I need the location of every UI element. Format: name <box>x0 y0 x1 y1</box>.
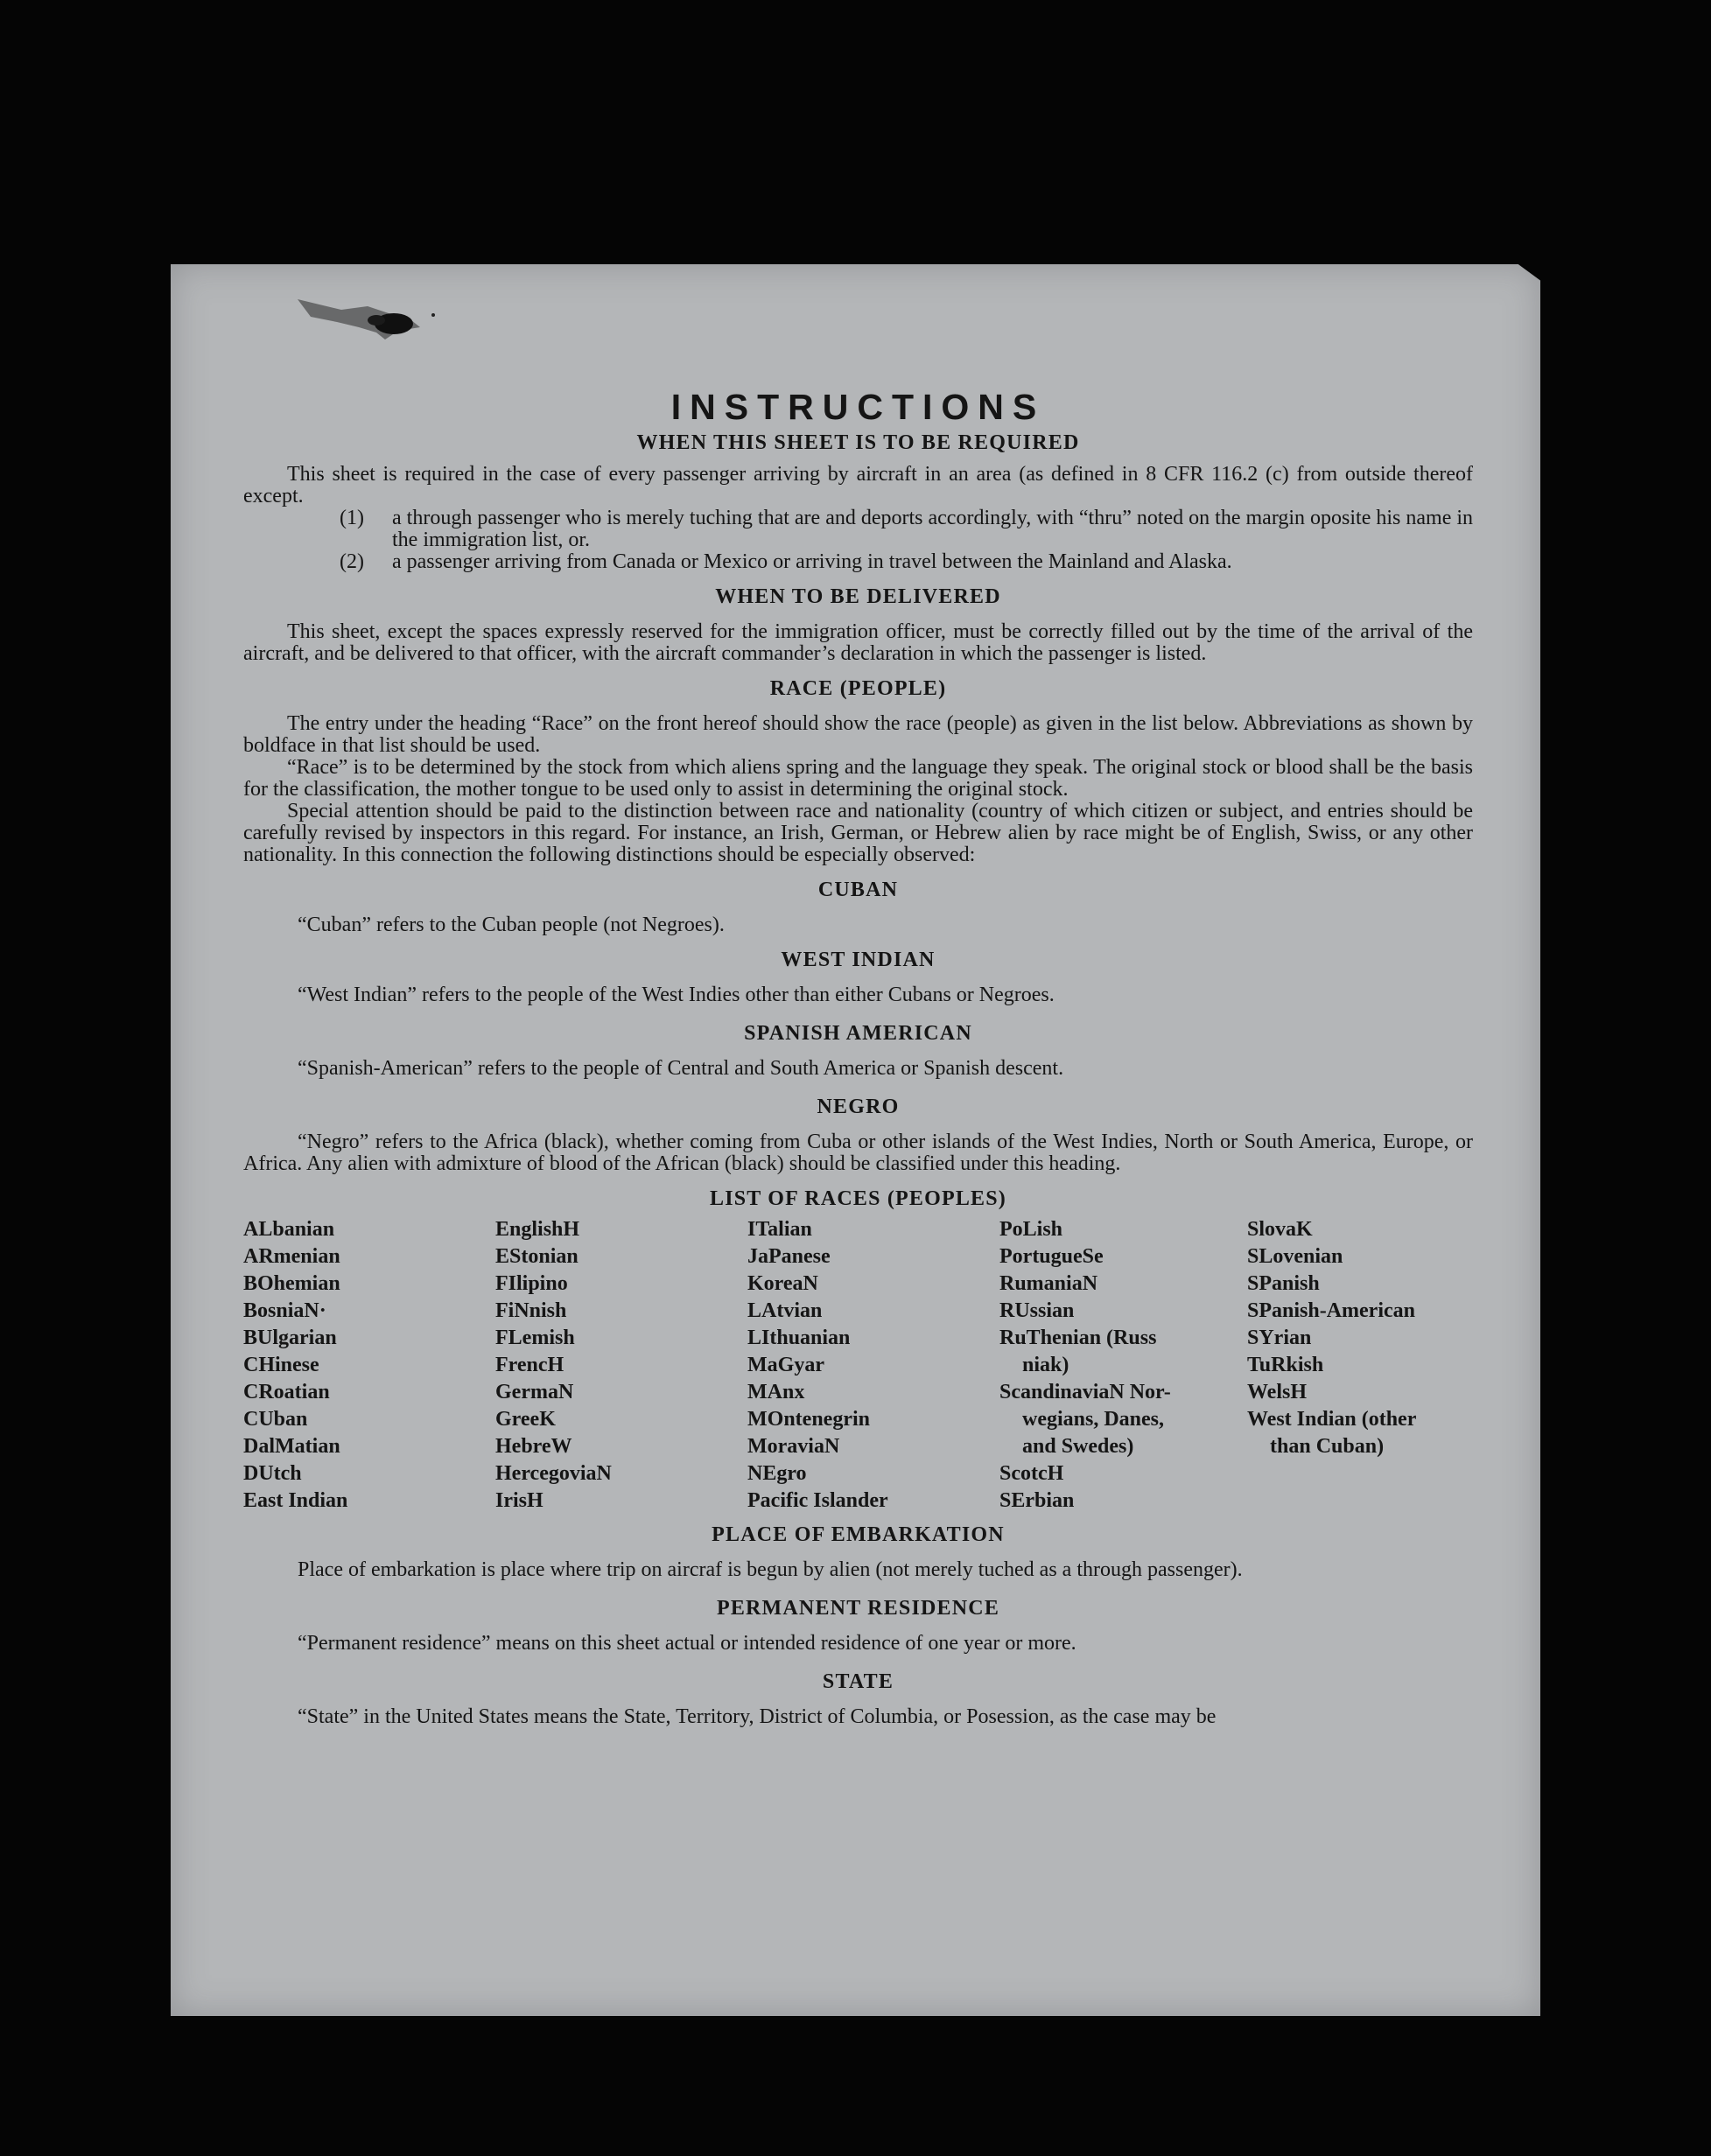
heading-race: RACE (PEOPLE) <box>769 677 947 700</box>
exception-text: a passenger arriving from Canada or Mexico or arriving in travel between the Mainland and Alaska. <box>392 550 1232 573</box>
embarkation-text: Place of embarkation is place where trip on aircraf is begun by alien (not merely tuched as a through passenger). <box>298 1558 1243 1581</box>
race-paragraph-1: The entry under the heading “Race” on the front hereof should show the race (people) as given in the list below. Abbreviations as shown by boldface in that list should be used. <box>243 712 1473 757</box>
race-column-2 <box>495 1216 747 1515</box>
race-entry-continued: and Swedes) <box>1022 1435 1134 1458</box>
race-entry: RumaniaN <box>999 1272 1098 1295</box>
instructions-content <box>243 387 1473 1728</box>
race-entry: MAnx <box>747 1381 805 1404</box>
race-entry: TuRkish <box>1247 1354 1324 1376</box>
race-entry: SlovaK <box>1247 1218 1313 1241</box>
race-paragraph-3: Special attention should be paid to the distinction between race and nationality (country of which citizen or subject, and entries should be carefully revised by inspectors in this regard. For instance, an Irish, German, or Hebrew alien by race might be of English, Swiss, or any other nationality. In this connection the following distinctions should be especially observed: <box>243 800 1473 866</box>
heading-spanish-american: SPANISH AMERICAN <box>744 1022 972 1045</box>
race-entry: West Indian (other <box>1247 1408 1417 1431</box>
race-entry: SYrian <box>1247 1326 1312 1349</box>
race-entry: GermaN <box>495 1381 574 1404</box>
race-entry: East Indian <box>243 1489 348 1512</box>
race-entry: BUlgarian <box>243 1326 337 1349</box>
race-entry: NEgro <box>747 1462 807 1485</box>
race-entry: ITalian <box>747 1218 812 1241</box>
race-entry: ALbanian <box>243 1218 335 1241</box>
race-entry: BOhemian <box>243 1272 340 1295</box>
heading-list-of-races: LIST OF RACES (PEOPLES) <box>709 1187 1006 1210</box>
race-entry: CRoatian <box>243 1381 330 1404</box>
heading-embarkation: PLACE OF EMBARKATION <box>712 1523 1005 1546</box>
race-entry: LIthuanian <box>747 1326 851 1349</box>
race-entry: JaPanese <box>747 1245 831 1268</box>
race-entry: ScotcH <box>999 1462 1064 1485</box>
race-entry: Pacific Islander <box>747 1489 888 1512</box>
race-entry-continued: wegians, Danes, <box>1022 1408 1165 1431</box>
race-entry: PortugueSe <box>999 1245 1104 1268</box>
exception-item-2 <box>243 551 1473 573</box>
cuban-text: “Cuban” refers to the Cuban people (not Negroes). <box>298 914 725 936</box>
race-column-4 <box>999 1216 1247 1515</box>
race-entry: DalMatian <box>243 1435 340 1458</box>
race-entry: IrisH <box>495 1489 543 1512</box>
race-column-5 <box>1247 1216 1473 1515</box>
page-title: INSTRUCTIONS <box>670 387 1046 427</box>
heading-permanent-residence: PERMANENT RESIDENCE <box>716 1597 1000 1620</box>
exception-number: (2) <box>340 550 364 573</box>
race-entry: MOntenegrin <box>747 1408 870 1431</box>
heading-cuban: CUBAN <box>817 878 899 901</box>
heading-state: STATE <box>822 1670 894 1693</box>
negro-text: “Negro” refers to the Africa (black), whether coming from Cuba or other islands of the West Indies, North or South America, Europe, or Africa. Any alien with admixture of blood of the African (black) should be classified under this heading. <box>243 1130 1473 1175</box>
race-entry: WelsH <box>1247 1381 1308 1404</box>
race-list <box>243 1216 1473 1515</box>
ink-blot-mark <box>289 282 446 343</box>
race-column-1 <box>243 1216 495 1515</box>
permanent-residence-text: “Permanent residence” means on this sheet actual or intended residence of one year or more. <box>298 1632 1076 1655</box>
heading-when-delivered: WHEN TO BE DELIVERED <box>715 585 1001 608</box>
race-entry: RuThenian (Russ <box>999 1326 1157 1349</box>
exception-text: a through passenger who is merely tuching that are and deports accordingly, with “thru” noted on the margin oposite his name in the immigration list, or. <box>392 507 1474 551</box>
race-entry: RUssian <box>999 1299 1075 1322</box>
race-entry: FIlipino <box>495 1272 568 1295</box>
race-entry: KoreaN <box>747 1272 818 1295</box>
race-entry: HebreW <box>495 1435 572 1458</box>
race-entry: MoraviaN <box>747 1435 840 1458</box>
race-entry: SLovenian <box>1247 1245 1343 1268</box>
folded-corner <box>1516 262 1542 282</box>
race-entry: FLemish <box>495 1326 575 1349</box>
race-entry: EnglishH <box>495 1218 580 1241</box>
race-entry-continued: niak) <box>1022 1354 1069 1376</box>
heading-west-indian: WEST INDIAN <box>781 948 936 971</box>
when-delivered-text: This sheet, except the spaces expressly reserved for the immigration officer, must be correctly filled out by the time of the arrival of the aircraft, and be delivered to that officer, with the aircraft commander’s declaration in which the passenger is listed. <box>243 620 1473 665</box>
race-entry: SPanish <box>1247 1272 1320 1295</box>
exception-number: (1) <box>340 507 364 529</box>
race-entry: DUtch <box>243 1462 302 1485</box>
exception-item-1 <box>243 508 1473 551</box>
document-sheet <box>171 264 1540 2016</box>
race-entry: SErbian <box>999 1489 1075 1512</box>
race-entry: PoLish <box>999 1218 1063 1241</box>
race-entry: FrencH <box>495 1354 564 1376</box>
race-entry: HercegoviaN <box>495 1462 612 1485</box>
race-entry: ScandinaviaN Nor- <box>999 1381 1171 1404</box>
heading-when-required: WHEN THIS SHEET IS TO BE REQUIRED <box>636 431 1080 454</box>
race-entry: ARmenian <box>243 1245 340 1268</box>
race-entry: GreeK <box>495 1408 556 1431</box>
race-entry: SPanish-American <box>1247 1299 1415 1322</box>
when-required-intro: This sheet is required in the case of every passenger arriving by aircraft in an area (as defined in 8 CFR 116.2 (c) from outside thereof except. <box>243 463 1473 508</box>
west-indian-text: “West Indian” refers to the people of the West Indies other than either Cubans or Negroes. <box>298 984 1055 1006</box>
state-text: “State” in the United States means the State, Territory, District of Columbia, or Posession, as the case may be <box>298 1705 1217 1728</box>
race-column-3 <box>747 1216 999 1515</box>
race-entry: LAtvian <box>747 1299 823 1322</box>
race-entry: CUban <box>243 1408 308 1431</box>
race-entry: EStonian <box>495 1245 579 1268</box>
heading-negro: NEGRO <box>817 1096 900 1118</box>
race-paragraph-2: “Race” is to be determined by the stock from which aliens spring and the language they speak. The original stock or blood shall be the basis for the classification, the mother tongue to be used only to assist in determining the original stock. <box>243 756 1473 801</box>
race-entry-continued: than Cuban) <box>1270 1435 1385 1458</box>
race-entry: FiNnish <box>495 1299 567 1322</box>
race-entry: MaGyar <box>747 1354 824 1376</box>
race-entry: BosniaN· <box>243 1299 326 1322</box>
spanish-american-text: “Spanish-American” refers to the people of Central and South America or Spanish descent. <box>298 1057 1064 1080</box>
race-entry: CHinese <box>243 1354 319 1376</box>
